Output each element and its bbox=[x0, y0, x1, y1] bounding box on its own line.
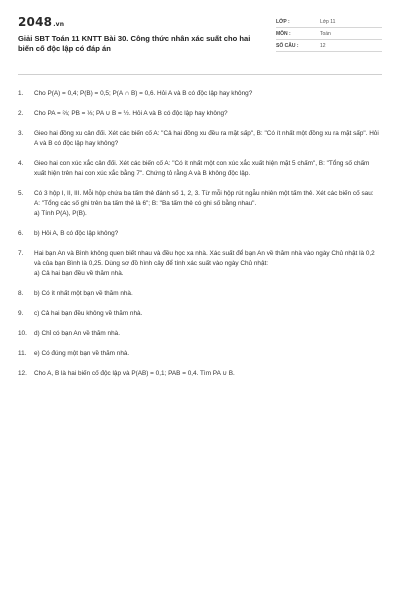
question-text bbox=[34, 369, 382, 379]
question-text bbox=[34, 129, 382, 149]
document-title: Giải SBT Toán 11 KNTT Bài 30. Công thức nhân xác suất cho hai biến cố độc lập có đáp án bbox=[18, 34, 251, 53]
meta-label: LỚP : bbox=[276, 18, 290, 25]
question-text bbox=[34, 159, 382, 179]
meta-row-class bbox=[276, 16, 382, 28]
question-number: 8. bbox=[18, 290, 24, 297]
meta-label: MÔN : bbox=[276, 30, 291, 37]
question-number: 7. bbox=[18, 250, 24, 257]
meta-label: SỐ CÂU : bbox=[276, 42, 299, 49]
logo-suffix: .vn bbox=[53, 21, 65, 28]
question-text bbox=[34, 89, 382, 99]
question-line: Hai bạn An và Bình không quen biết nhau và đều học xa nhà. Xác suất để bạn An về thăm nhà vào ngày Chủ nhật là 0,2 và của bạn Bình là 0,25. Dùng sơ đồ hình cây để tính xác suất vào ngày Chủ nhật: bbox=[34, 250, 375, 267]
question-number: 6. bbox=[18, 230, 24, 237]
question-item bbox=[18, 249, 382, 279]
header-left bbox=[18, 14, 258, 54]
question-item bbox=[18, 129, 382, 149]
question-line: b) Có ít nhất một bạn về thăm nhà. bbox=[34, 290, 133, 297]
question-text bbox=[34, 309, 382, 319]
question-item bbox=[18, 289, 382, 299]
question-text bbox=[34, 349, 382, 359]
question-item bbox=[18, 189, 382, 219]
question-number: 9. bbox=[18, 310, 24, 317]
question-item bbox=[18, 329, 382, 339]
question-text bbox=[34, 189, 382, 219]
logo-text: 2048 bbox=[18, 15, 53, 29]
meta-table bbox=[276, 16, 382, 52]
meta-value: Lớp 11 bbox=[320, 18, 336, 25]
question-item bbox=[18, 349, 382, 359]
question-text bbox=[34, 249, 382, 279]
question-line: a) Cả hai bạn đều về thăm nhà. bbox=[34, 270, 124, 277]
question-line: Cho A, B là hai biến cố độc lập và P(AB) = 0,1; PAB = 0,4. Tìm PA ∪ B. bbox=[34, 370, 235, 377]
question-number: 3. bbox=[18, 130, 24, 137]
meta-row-count bbox=[276, 40, 382, 52]
question-list bbox=[18, 89, 382, 379]
question-item bbox=[18, 89, 382, 99]
question-line: e) Có đúng một bạn về thăm nhà. bbox=[34, 350, 130, 357]
question-number: 2. bbox=[18, 110, 24, 117]
question-line: Cho P(A) = 0,4; P(B) = 0,5; P(A ∩ B) = 0,6. Hỏi A và B có độc lập hay không? bbox=[34, 90, 253, 97]
question-line: c) Cả hai bạn đều không về thăm nhà. bbox=[34, 310, 143, 317]
question-line: Cho PA = ⅔; PB = ⅓; PA ∪ B = ½. Hỏi A và B có độc lập hay không? bbox=[34, 110, 228, 117]
question-line: Gieo hai đồng xu cân đối. Xét các biến cố A: "Cả hai đồng xu đều ra mặt sấp", B: "Có ít nhất một đồng xu ra mặt sấp". Hỏi A và B có độc lập hay không? bbox=[34, 130, 379, 147]
meta-row-subject bbox=[276, 28, 382, 40]
question-number: 10. bbox=[18, 330, 27, 337]
header-divider bbox=[18, 74, 382, 75]
question-number: 12. bbox=[18, 370, 27, 377]
question-line: A: "Tổng các số ghi trên ba tấm thẻ là 6"; B: "Ba tấm thẻ có ghi số bằng nhau". bbox=[34, 200, 257, 207]
question-item bbox=[18, 159, 382, 179]
question-line: Gieo hai con xúc xắc cân đối. Xét các biến cố A: "Có ít nhất một con xúc xắc xuất hiện mặt 5 chấm", B: "Tổng số chấm xuất hiện trên hai con xúc xắc bằng 7". Chứng tỏ rằng A và B không độc lập. bbox=[34, 160, 370, 177]
question-item bbox=[18, 229, 382, 239]
question-text bbox=[34, 289, 382, 299]
question-line: b) Hỏi A, B có độc lập không? bbox=[34, 230, 119, 237]
question-number: 1. bbox=[18, 90, 24, 97]
meta-value: Toán bbox=[320, 30, 331, 37]
question-item bbox=[18, 369, 382, 379]
question-text bbox=[34, 109, 382, 119]
question-item bbox=[18, 309, 382, 319]
site-logo[interactable] bbox=[18, 14, 258, 30]
question-text bbox=[34, 229, 382, 239]
document-header bbox=[18, 14, 382, 68]
question-item bbox=[18, 109, 382, 119]
question-line: d) Chỉ có bạn An về thăm nhà. bbox=[34, 330, 120, 337]
question-line: Có 3 hộp I, II, III. Mỗi hộp chứa ba tấm thẻ đánh số 1, 2, 3. Từ mỗi hộp rút ngẫu nhiên một tấm thẻ. Xét các biến cố sau: bbox=[34, 190, 374, 197]
question-line: a) Tính P(A), P(B). bbox=[34, 210, 87, 217]
question-number: 11. bbox=[18, 350, 27, 357]
question-text bbox=[34, 329, 382, 339]
question-number: 5. bbox=[18, 190, 24, 197]
question-number: 4. bbox=[18, 160, 24, 167]
meta-value: 12 bbox=[320, 42, 326, 49]
